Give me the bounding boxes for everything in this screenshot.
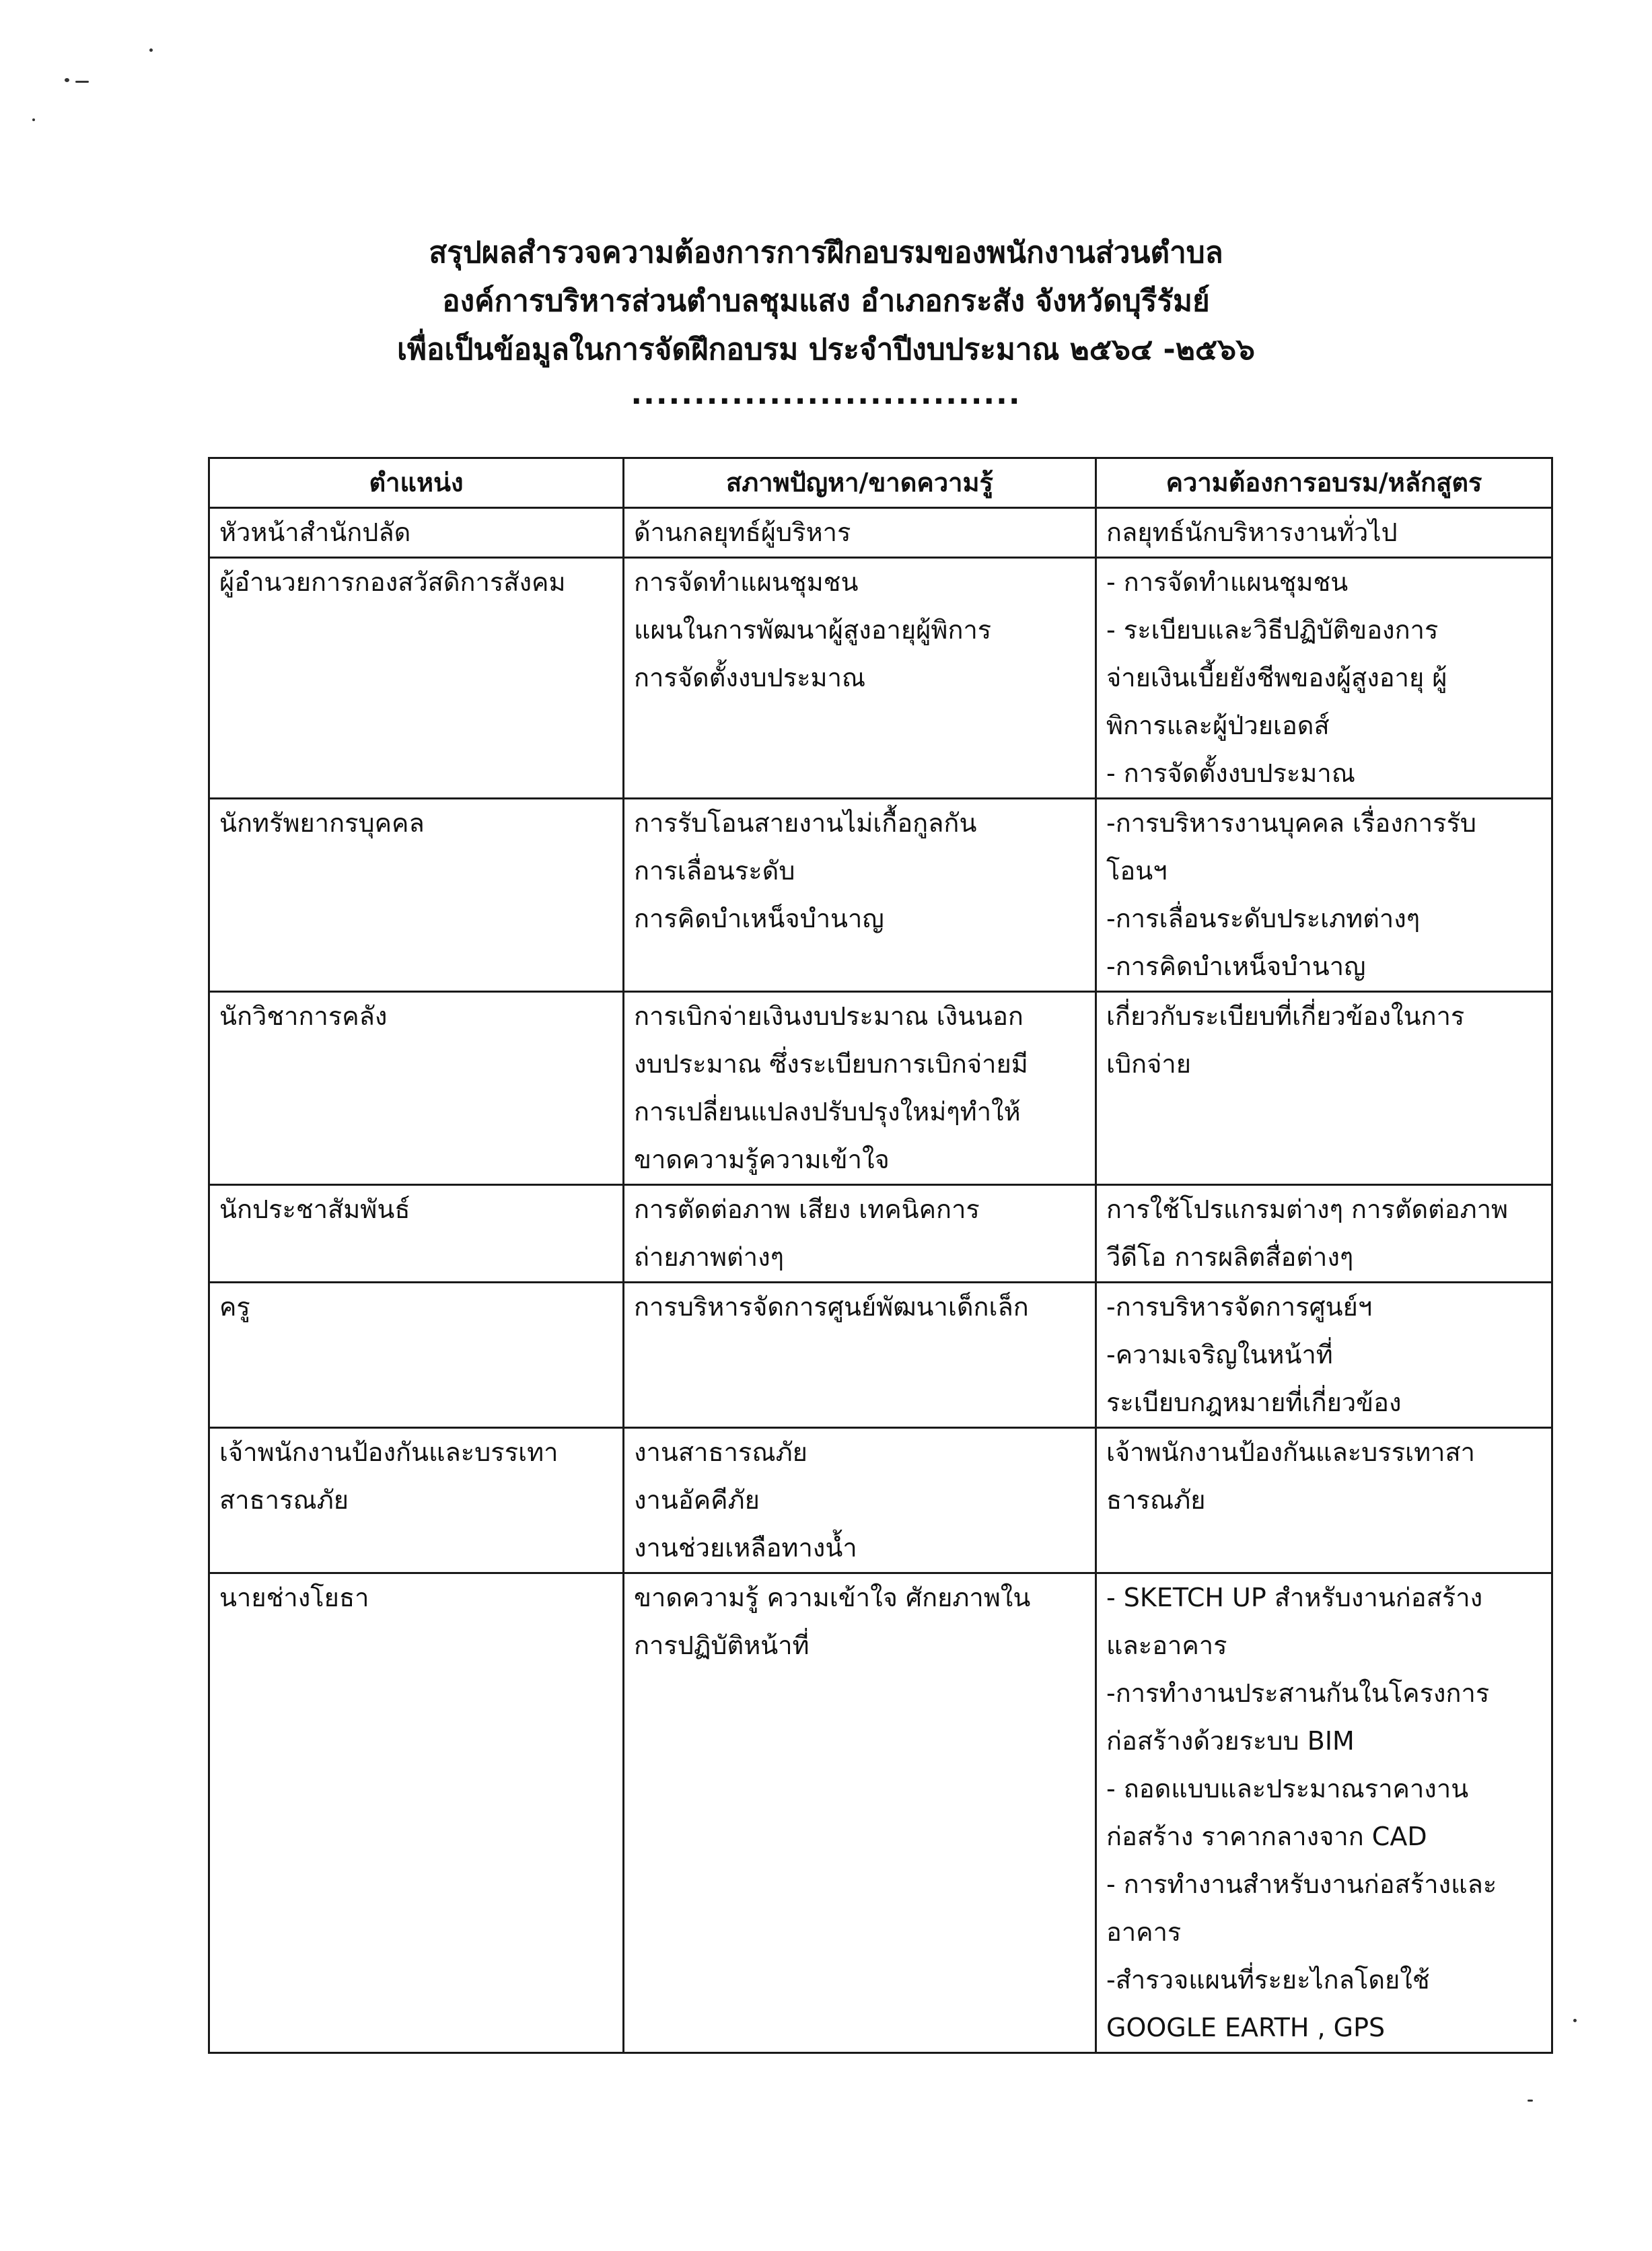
- cell-text-line: นายช่างโยธา: [219, 1583, 369, 1612]
- cell-text-line: หัวหน้าสำนักปลัด: [219, 517, 411, 547]
- scan-speck: [32, 118, 35, 121]
- cell-problem: [624, 992, 1096, 1185]
- cell-text-line: GOOGLE EARTH , GPS: [1106, 2013, 1386, 2042]
- cell-text-line: แผนในการพัฒนาผู้สูงอายุผู้พิการ: [634, 615, 992, 645]
- cell-text-line: การเลื่อนระดับ: [634, 856, 795, 886]
- scan-speck: [1573, 2019, 1577, 2022]
- cell-text-line: -การบริหารงานบุคคล เรื่องการรับ: [1106, 808, 1477, 838]
- cell-position: [209, 508, 624, 558]
- table-row: [209, 1185, 1552, 1283]
- cell-text-line: การเปลี่ยนแปลงปรับปรุงใหม่ๆทำให้: [634, 1097, 1021, 1127]
- title-line-2: องค์การบริหารส่วนตำบลชุมแสง อำเภอกระสัง จังหวัดบุรีรัมย์: [442, 284, 1210, 318]
- cell-training: [1096, 1428, 1552, 1573]
- cell-text-line: ผู้อำนวยการกองสวัสดิการสังคม: [219, 567, 566, 597]
- table-row: [209, 558, 1552, 799]
- scan-speck: [1528, 2100, 1533, 2102]
- cell-text-line: - ระเบียบและวิธีปฏิบัติของการ: [1106, 615, 1439, 645]
- cell-text-line: การบริหารจัดการศูนย์พัฒนาเด็กเล็ก: [634, 1292, 1029, 1322]
- cell-text-line: งานอัคคีภัย: [634, 1485, 760, 1515]
- cell-text-line: กลยุทธ์นักบริหารงานทั่วไป: [1106, 517, 1398, 547]
- cell-text-line: การใช้โปรแกรมต่างๆ การตัดต่อภาพ: [1106, 1194, 1509, 1224]
- cell-text-line: - การจัดตั้งงบประมาณ: [1106, 758, 1355, 788]
- cell-text-line: เจ้าพนักงานป้องกันและบรรเทา: [219, 1437, 559, 1467]
- cell-text-line: ถ่ายภาพต่างๆ: [634, 1242, 785, 1272]
- cell-text-line: จ่ายเงินเบี้ยยังชีพของผู้สูงอายุ ผู้: [1106, 663, 1447, 692]
- dotted-separator: ...............................: [631, 377, 1021, 411]
- cell-text-line: นักวิชาการคลัง: [219, 1001, 388, 1031]
- cell-text-line: นักทรัพยากรบุคคล: [219, 808, 425, 838]
- cell-problem: [624, 799, 1096, 992]
- scan-speck: [65, 78, 69, 82]
- cell-training: [1096, 799, 1552, 992]
- cell-text-line: เจ้าพนักงานป้องกันและบรรเทาสา: [1106, 1437, 1476, 1467]
- scan-speck: [75, 81, 89, 83]
- cell-problem: [624, 558, 1096, 799]
- cell-text-line: - การจัดทำแผนชุมชน: [1106, 567, 1349, 597]
- cell-text-line: -การบริหารจัดการศูนย์ฯ: [1106, 1292, 1373, 1322]
- column-header-position: ตำแหน่ง: [209, 458, 624, 508]
- cell-text-line: ระเบียบกฎหมายที่เกี่ยวข้อง: [1106, 1388, 1402, 1417]
- cell-text-line: นักประชาสัมพันธ์: [219, 1194, 410, 1224]
- column-header-problem: สภาพปัญหา/ขาดความรู้: [624, 458, 1096, 508]
- scan-speck: [149, 48, 153, 52]
- table-row: [209, 1573, 1552, 2053]
- cell-text-line: งานช่วยเหลือทางน้ำ: [634, 1533, 857, 1563]
- cell-text-line: - SKETCH UP สำหรับงานก่อสร้าง: [1106, 1583, 1483, 1612]
- cell-problem: [624, 1428, 1096, 1573]
- cell-text-line: -การทำงานประสานกันในโครงการ: [1106, 1678, 1490, 1708]
- cell-text-line: การตัดต่อภาพ เสียง เทคนิคการ: [634, 1194, 980, 1224]
- cell-position: [209, 558, 624, 799]
- cell-text-line: การรับโอนสายงานไม่เกื้อกูลกัน: [634, 808, 977, 838]
- training-needs-table: [208, 457, 1553, 2054]
- cell-text-line: สาธารณภัย: [219, 1485, 349, 1515]
- cell-position: [209, 1283, 624, 1428]
- table-header-row: [209, 458, 1552, 508]
- cell-text-line: พิการและผู้ป่วยเอดส์: [1106, 711, 1330, 740]
- cell-position: [209, 1428, 624, 1573]
- cell-text-line: การจัดตั้งงบประมาณ: [634, 663, 866, 692]
- title-line-3: เพื่อเป็นข้อมูลในการจัดฝึกอบรม ประจำปีงบประมาณ ๒๕๖๔ -๒๕๖๖: [397, 332, 1255, 367]
- cell-text-line: - การทำงานสำหรับงานก่อสร้างและ: [1106, 1869, 1497, 1899]
- cell-text-line: ขาดความรู้ความเข้าใจ: [634, 1145, 890, 1174]
- cell-text-line: ครู: [219, 1292, 250, 1322]
- cell-text-line: โอนฯ: [1106, 856, 1168, 886]
- cell-problem: [624, 1283, 1096, 1428]
- cell-text-line: การปฏิบัติหน้าที่: [634, 1631, 810, 1660]
- cell-problem: [624, 1573, 1096, 2053]
- table-row: [209, 1283, 1552, 1428]
- cell-text-line: และอาคาร: [1106, 1631, 1227, 1660]
- cell-training: [1096, 1185, 1552, 1283]
- cell-training: [1096, 558, 1552, 799]
- cell-problem: [624, 508, 1096, 558]
- cell-text-line: ธารณภัย: [1106, 1485, 1206, 1515]
- cell-text-line: งบประมาณ ซึ่งระเบียบการเบิกจ่ายมี: [634, 1049, 1028, 1079]
- cell-position: [209, 1573, 624, 2053]
- cell-text-line: -การเลื่อนระดับประเภทต่างๆ: [1106, 904, 1421, 933]
- cell-text-line: - ถอดแบบและประมาณราคางาน: [1106, 1774, 1469, 1803]
- cell-text-line: เบิกจ่าย: [1106, 1049, 1191, 1079]
- cell-position: [209, 992, 624, 1185]
- cell-text-line: ขาดความรู้ ความเข้าใจ ศักยภาพใน: [634, 1583, 1031, 1612]
- cell-text-line: เกี่ยวกับระเบียบที่เกี่ยวข้องในการ: [1106, 1001, 1465, 1031]
- cell-text-line: ก่อสร้างด้วยระบบ BIM: [1106, 1726, 1355, 1756]
- cell-text-line: ด้านกลยุทธ์ผู้บริหาร: [634, 517, 851, 547]
- title-line-1: สรุปผลสำรวจความต้องการการฝึกอบรมของพนักงานส่วนตำบล: [429, 236, 1223, 270]
- cell-text-line: -ความเจริญในหน้าที่: [1106, 1340, 1333, 1369]
- cell-text-line: วีดีโอ การผลิตสื่อต่างๆ: [1106, 1242, 1354, 1272]
- table-row: [209, 992, 1552, 1185]
- table-row: [209, 508, 1552, 558]
- cell-text-line: -สำรวจแผนที่ระยะไกลโดยใช้: [1106, 1965, 1430, 1995]
- cell-text-line: อาคาร: [1106, 1917, 1182, 1947]
- cell-text-line: การคิดบำเหน็จบำนาญ: [634, 904, 884, 933]
- cell-text-line: การเบิกจ่ายเงินงบประมาณ เงินนอก: [634, 1001, 1023, 1031]
- cell-training: [1096, 508, 1552, 558]
- cell-text-line: ก่อสร้าง ราคากลางจาก CAD: [1106, 1822, 1427, 1851]
- table-row: [209, 1428, 1552, 1573]
- table-body: [209, 508, 1552, 2053]
- cell-text-line: -การคิดบำเหน็จบำนาญ: [1106, 952, 1366, 981]
- column-header-training: ความต้องการอบรม/หลักสูตร: [1096, 458, 1552, 508]
- cell-position: [209, 799, 624, 992]
- cell-text-line: การจัดทำแผนชุมชน: [634, 567, 859, 597]
- document-header: [0, 229, 1652, 415]
- cell-training: [1096, 1283, 1552, 1428]
- cell-problem: [624, 1185, 1096, 1283]
- cell-training: [1096, 1573, 1552, 2053]
- cell-position: [209, 1185, 624, 1283]
- table-row: [209, 799, 1552, 992]
- cell-text-line: งานสาธารณภัย: [634, 1437, 807, 1467]
- cell-training: [1096, 992, 1552, 1185]
